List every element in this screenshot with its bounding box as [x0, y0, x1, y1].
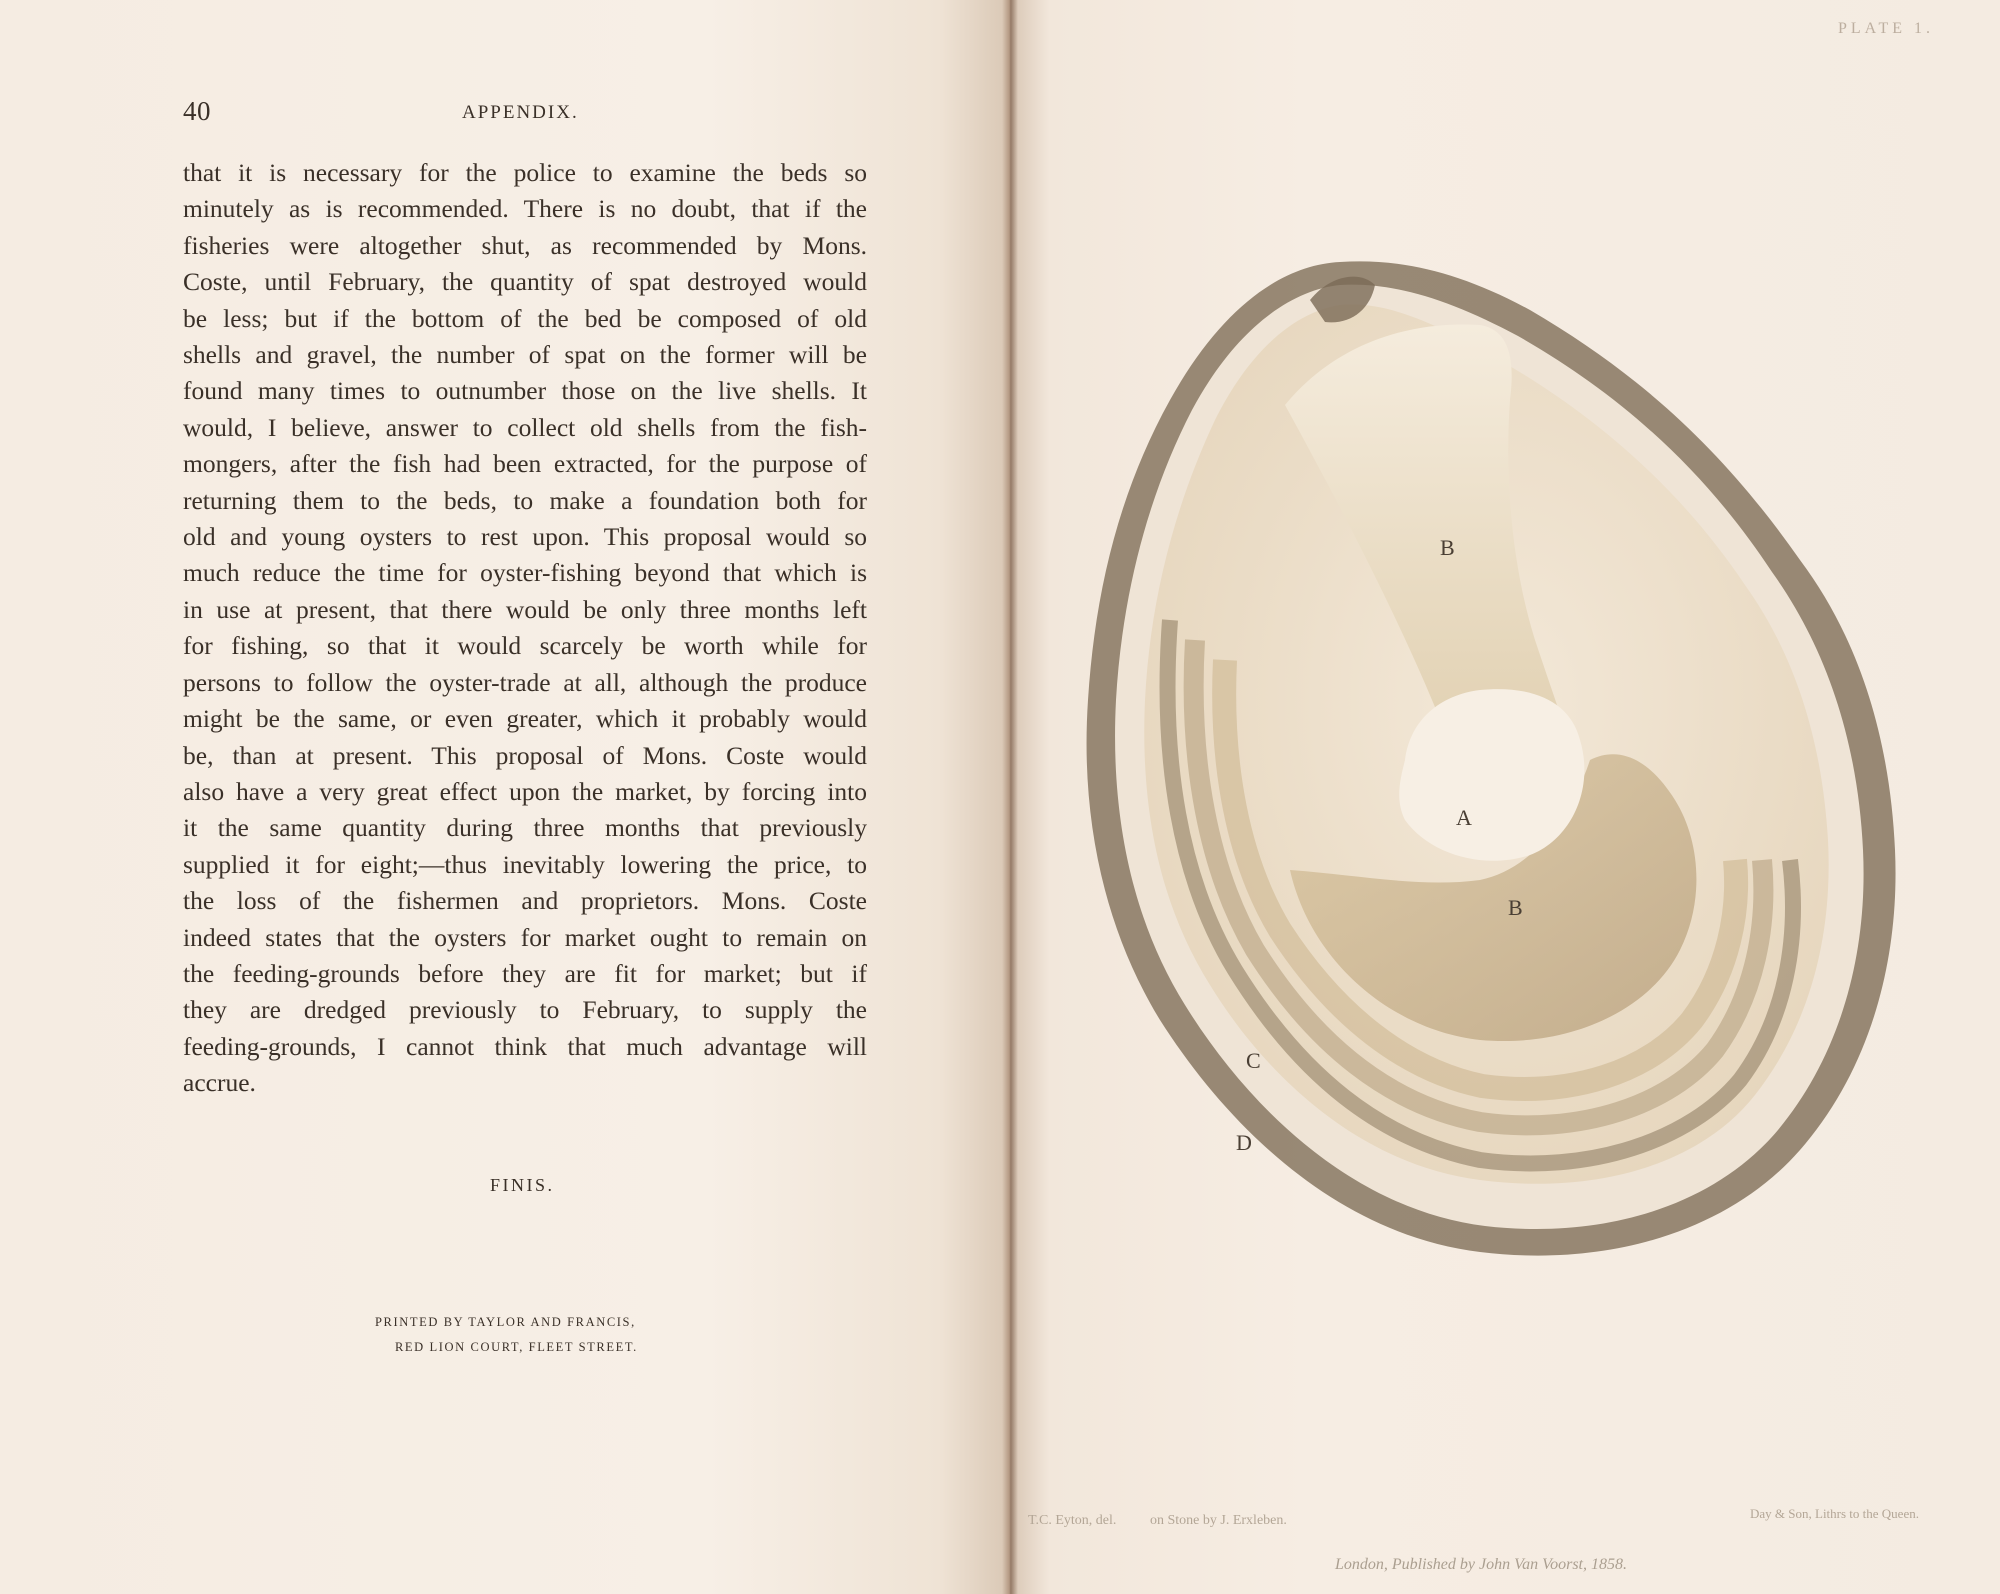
text-line: it the same quantity during three months that previously — [183, 813, 867, 843]
running-head: APPENDIX. — [462, 102, 579, 123]
shell-cavity — [1399, 689, 1584, 861]
text-line: might be the same, or even greater, which it probably would — [183, 704, 867, 734]
text-line: be, than at present. This proposal of Mons. Coste would — [183, 740, 867, 770]
text-line: shells and gravel, the number of spat on the former will be — [183, 340, 867, 370]
figure-label-a: A — [1456, 805, 1472, 830]
text-line: old and young oysters to rest upon. This proposal would so — [183, 522, 867, 552]
text-line: mongers, after the fish had been extracted, for the purpose of — [183, 449, 867, 479]
page-number: 40 — [183, 96, 211, 126]
printer-credit: Day & Son, Lithrs to the Queen. — [1750, 1506, 1919, 1521]
delineator-credit: T.C. Eyton, del. — [1028, 1513, 1117, 1528]
text-line: minutely as is recommended. There is no doubt, that if the — [183, 194, 867, 224]
figure-label-d: D — [1236, 1130, 1252, 1155]
text-line: persons to follow the oyster-trade at all, although the produce — [183, 667, 867, 697]
text-line: that it is necessary for the police to examine the beds so — [183, 158, 867, 187]
oyster-shell-illustration — [1010, 0, 2000, 1594]
book-gutter — [1002, 0, 1018, 1594]
text-line: for fishing, so that it would scarcely be worth while for — [183, 631, 867, 661]
text-line: Coste, until February, the quantity of spat destroyed would — [183, 267, 867, 297]
text-line: supplied it for eight;—thus inevitably lowering the price, to — [183, 849, 867, 879]
text-line: in use at present, that there would be only three months left — [183, 594, 867, 624]
text-line: accrue. — [183, 1068, 256, 1098]
finis-heading: FINIS. — [490, 1175, 555, 1195]
text-line: the feeding-grounds before they are fit for market; but if — [183, 958, 867, 988]
body-text — [183, 155, 867, 1102]
text-line: they are dredged previously to February, to supply the — [183, 995, 867, 1025]
text-line: be less; but if the bottom of the bed be composed of old — [183, 303, 867, 333]
text-line: would, I believe, answer to collect old shells from the fish- — [183, 412, 867, 442]
text-line: fisheries were altogether shut, as recommended by Mons. — [183, 230, 867, 260]
publisher-credit: London, Published by John Van Voorst, 1858. — [1335, 1556, 1627, 1573]
figure-label-b-lower: B — [1508, 895, 1523, 920]
figure-label-c: C — [1246, 1048, 1261, 1073]
printer-imprint: PRINTED BY TAYLOR AND FRANCIS, — [375, 1315, 636, 1329]
text-line: feeding-grounds, I cannot think that much advantage will — [183, 1031, 867, 1061]
text-line: indeed states that the oysters for market ought to remain on — [183, 922, 867, 952]
text-line: the loss of the fishermen and proprietors. Mons. Coste — [183, 886, 867, 916]
text-line: also have a very great effect upon the market, by forcing into — [183, 776, 867, 806]
printer-address: RED LION COURT, FLEET STREET. — [395, 1340, 638, 1354]
text-line: much reduce the time for oyster-fishing beyond that which is — [183, 558, 867, 588]
lithographer-credit: on Stone by J. Erxleben. — [1150, 1513, 1287, 1528]
text-line: returning them to the beds, to make a foundation both for — [183, 485, 867, 515]
plate-label: PLATE 1. — [1838, 20, 1934, 37]
figure-label-b-upper: B — [1440, 535, 1455, 560]
text-line: found many times to outnumber those on the live shells. It — [183, 376, 867, 406]
